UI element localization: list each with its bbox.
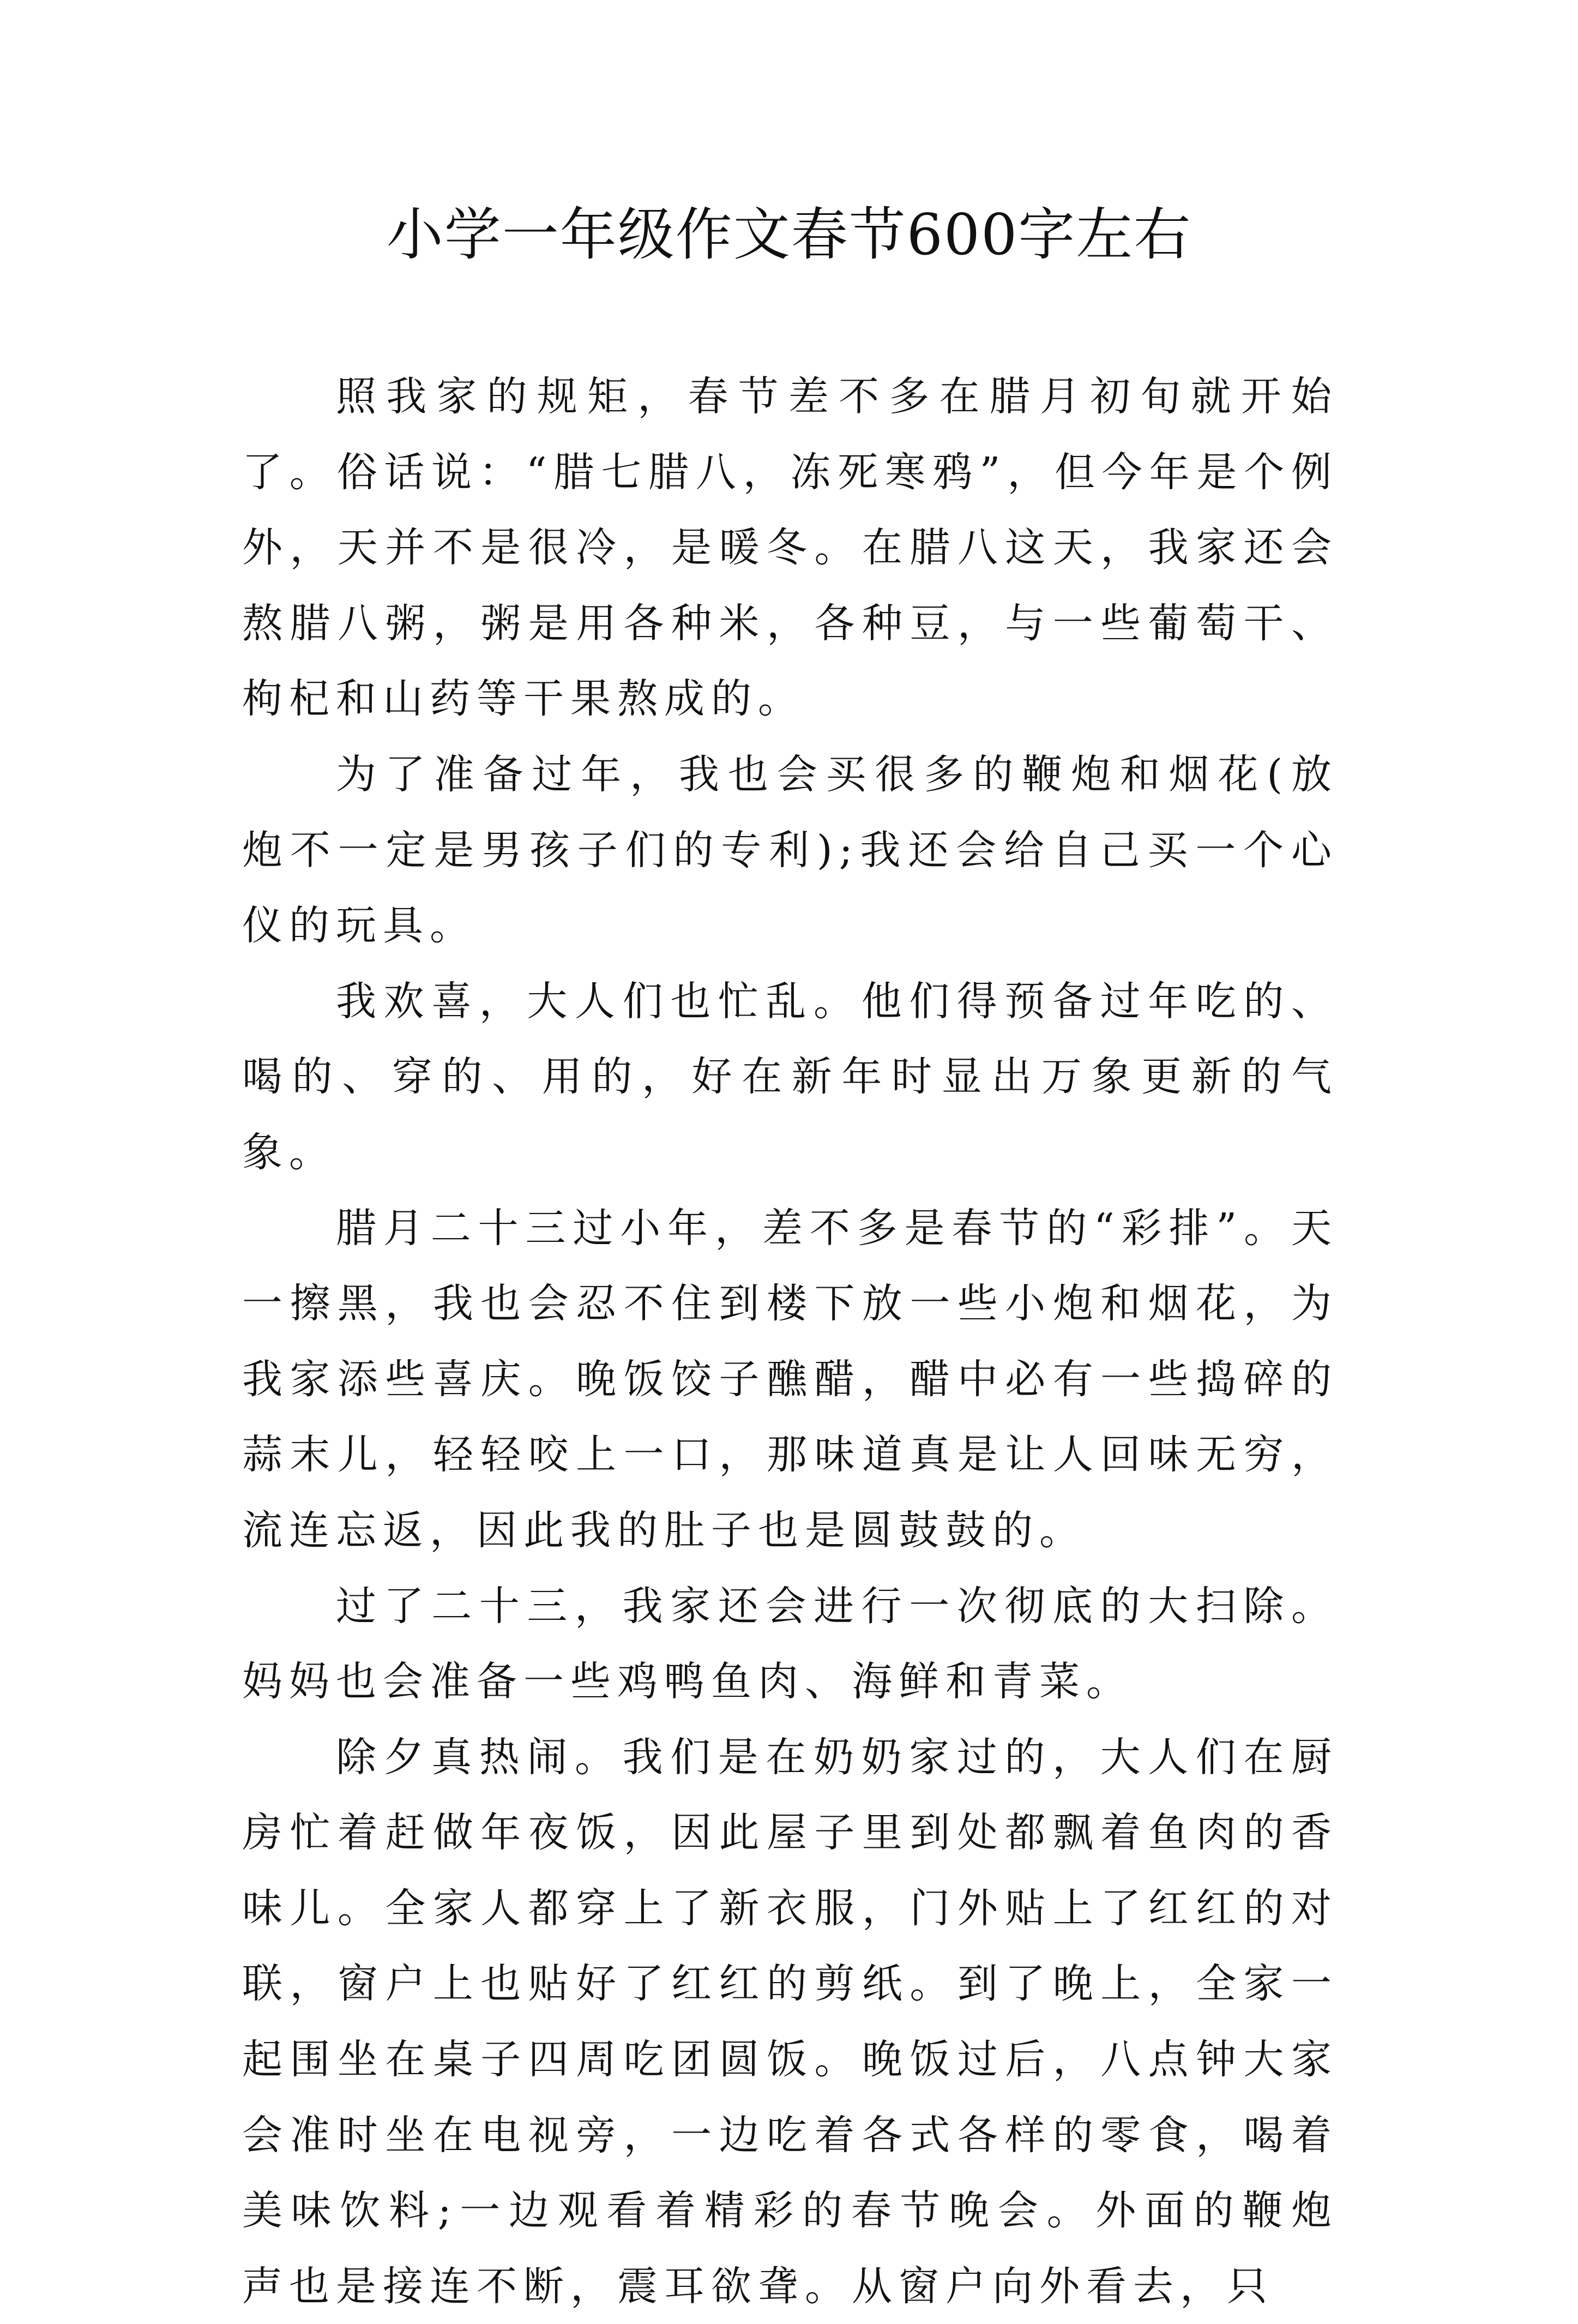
paragraph-6: 除夕真热闹。我们是在奶奶家过的，大人们在厨房忙着赶做年夜饭，因此屋子里到处都飘着鱼肉的香味儿。全家人都穿上了新衣服，门外贴上了红红的对联，窗户上也贴好了红红的剪纸。到了晚上，全家一起围坐在桌子四周吃团圆饭。晚饭过后，八点钟大家会准时坐在电视旁，一边吃着各式各样的零食，喝着美味饮料;一边观看着精彩的春节晚会。外面的鞭炮声也是接连不断，震耳欲聋。从窗户向外看去，只 bbox=[242, 1733, 1338, 2310]
paragraph-3: 我欢喜，大人们也忙乱。他们得预备过年吃的、喝的、穿的、用的，好在新年时显出万象更新的气象。 bbox=[242, 977, 1338, 1176]
paragraph-5: 过了二十三，我家还会进行一次彻底的大扫除。妈妈也会准备一些鸡鸭鱼肉、海鲜和青菜。 bbox=[242, 1582, 1338, 1706]
document-title: 小学一年级作文春节600字左右 bbox=[386, 201, 1192, 268]
paragraph-2: 为了准备过年，我也会买很多的鞭炮和烟花(放炮不一定是男孩子们的专利);我还会给自己买一个心仪的玩具。 bbox=[242, 750, 1338, 950]
paragraph-4: 腊月二十三过小年，差不多是春节的“彩排”。天一擦黑，我也会忍不住到楼下放一些小炮和烟花，为我家添些喜庆。晚饭饺子醮醋，醋中必有一些捣碎的蒜末儿，轻轻咬上一口，那味道真是让人回味无穷，流连忘返，因此我的肚子也是圆鼓鼓的。 bbox=[242, 1204, 1338, 1554]
document-body bbox=[242, 359, 1338, 2324]
paragraph-1: 照我家的规矩，春节差不多在腊月初旬就开始了。俗话说：“腊七腊八，冻死寒鸦”，但今年是个例外，天并不是很冷，是暖冬。在腊八这天，我家还会熬腊八粥，粥是用各种米，各种豆，与一些葡萄干、枸杞和山药等干果熬成的。 bbox=[242, 373, 1338, 723]
